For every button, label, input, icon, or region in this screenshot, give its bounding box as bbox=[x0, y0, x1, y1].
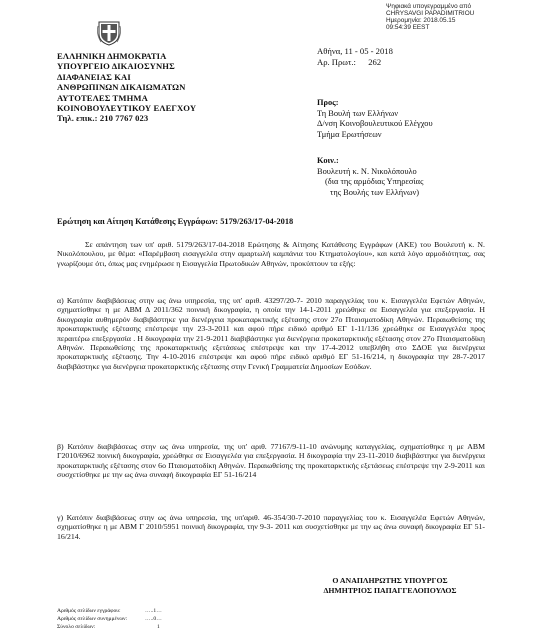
footer-value: …..1… bbox=[145, 608, 162, 614]
signer-block bbox=[295, 576, 485, 595]
recipients-block bbox=[317, 98, 433, 140]
ministry-phone: Τηλ. επικ.: 210 7767 023 bbox=[57, 113, 149, 124]
signature-line-1: Ψηφιακά υπογεγραμμένο από bbox=[386, 3, 472, 10]
date-protocol-block bbox=[317, 46, 393, 68]
cc-line: της Βουλής των Ελλήνων) bbox=[330, 187, 420, 197]
recipients-heading: Προς: bbox=[317, 98, 339, 107]
recipient-line: Δ/νση Κοινοβουλευτικού Ελέγχου bbox=[317, 119, 433, 129]
paragraph-b: β) Κατόπιν διαβιβάσεως στην ως άνω υπηρεσία, της υπ' αριθ. 77167/9-11-10 ανώνυμης καταγγελίας, σχηματίσθηκε η με ΑΒΜ Γ2010/6962 ποινική δικογραφία, χρεώθηκε σε Εισαγγελέα για επεξεργασία. Η δικογραφία την 23-11-2010 διαβιβάστηκε για διενέργεια προκαταρκτικής εξέτασης στον 6ο Πταισματοδίκη Αθηνών. Περαιωθείσης της προκαταρκτικής εξετάσεως επέστρεψε την 2-9-2011 και συσχετίσθηκε με την ως άνω συναφή δικογραφία ΕΓ 51-16/214 bbox=[57, 442, 485, 480]
ministry-line: ΑΥΤΟΤΕΛΕΣ ΤΜΗΜΑ bbox=[57, 92, 148, 103]
cc-line: Βουλευτή κ. Ν. Νικολόπουλο bbox=[317, 166, 417, 176]
signer-name: ΔΗΜΗΤΡΙΟΣ ΠΑΠΑΓΓΕΛΟΠΟΥΛΟΣ bbox=[323, 585, 457, 595]
cc-heading: Κοιν.: bbox=[317, 156, 339, 165]
ministry-line: ΔΙΑΦΑΝΕΙΑΣ ΚΑΙ bbox=[57, 71, 131, 82]
document-subject: Ερώτηση και Αίτηση Κατάθεσης Εγγράφων: 5179/263/17-04-2018 bbox=[57, 217, 294, 226]
signature-line-4: 09:54:39 EEST bbox=[386, 24, 430, 31]
digital-signature-stamp bbox=[386, 3, 474, 31]
protocol-number: 262 bbox=[368, 57, 382, 67]
greek-emblem-icon bbox=[97, 20, 121, 46]
ministry-line: ΚΟΙΝΟΒΟΥΛΕΥΤΙΚΟΥ ΕΛΕΓΧΟΥ bbox=[57, 103, 197, 114]
footer-row bbox=[57, 623, 162, 631]
intro-paragraph: Σε απάντηση των υπ' αριθ. 5179/263/17-04-2018 Ερώτησης & Αίτησης Κατάθεσης Εγγράφων (ΑΚΕ) του Βουλευτή κ. Ν. Νικολόπουλου, με θέμα: «Παρέμβαση εισαγγελέα στην αμαρτωλή καμπάνια του Κτηματολογίου», και κατά λόγο αρμοδιότητας, σας γνωρίζουμε ότι, όπως μας ενημέρωσε η Εισαγγελία Πρωτοδικών Αθηνών, προκύπτουν τα εξής: bbox=[57, 240, 485, 268]
cc-line: (δια της αρμόδιας Υπηρεσίας bbox=[325, 177, 424, 187]
footer-value: 1 bbox=[157, 624, 160, 630]
document-date: Αθήνα, 11 - 05 - 2018 bbox=[317, 46, 393, 56]
ministry-line: ΑΝΘΡΩΠΙΝΩΝ ΔΙΚΑΙΩΜΑΤΩΝ bbox=[57, 82, 186, 93]
signature-line-2: CHRYSAVGI PAPADIMITRIOU bbox=[386, 10, 475, 17]
cc-block bbox=[317, 156, 423, 198]
footer-label: Αριθμός σελίδων εγγράφου: bbox=[57, 608, 121, 614]
footer-row bbox=[57, 615, 162, 623]
protocol-line bbox=[317, 57, 393, 68]
footer-label: Σύνολο σελίδων: bbox=[57, 624, 96, 630]
recipient-line: Τη Βουλή των Ελλήνων bbox=[317, 108, 399, 118]
ministry-header bbox=[57, 51, 196, 124]
footer-row bbox=[57, 607, 162, 615]
ministry-line: ΕΛΛΗΝΙΚΗ ΔΗΜΟΚΡΑΤΙΑ bbox=[57, 51, 167, 61]
signature-line-3: Ημερομηνία: 2018.05.15 bbox=[386, 17, 456, 24]
protocol-label: Αρ. Πρωτ.: bbox=[317, 57, 356, 67]
ministry-line: ΥΠΟΥΡΓΕΙΟ ΔΙΚΑΙΟΣΥΝΗΣ bbox=[57, 61, 175, 72]
paragraph-c: γ) Κατόπιν διαβιβάσεως στην ως άνω υπηρεσία, της υπ'αριθ. 46-354/30-7-2010 παραγγελίας του κ. Εισαγγελέα Εφετών Αθηνών, σχηματίσθηκε η με ΑΒΜ Γ 2010/5951 ποινική δικογραφία, την 9-3- 2011 και συσχετίσθηκε με την ως άνω συναφή δικογραφία ΕΓ 51- 16/214. bbox=[57, 513, 485, 541]
signer-title: Ο ΑΝΑΠΛΗΡΩΤΗΣ ΥΠΟΥΡΓΟΣ bbox=[332, 576, 448, 585]
footer-value: …..0… bbox=[145, 616, 162, 622]
paragraph-a: α) Κατόπιν διαβιβάσεως στην ως άνω υπηρεσία, της υπ' αριθ. 43297/20-7- 2010 παραγγελίας του κ. Εισαγγελέα Εφετών Αθηνών, σχηματίσθηκε η με ΑΒΜ Δ 2011/362 ποινική δικογραφία, η οποία την 14-1-2011 χρεώθηκε σε Εισαγγελέα για επεξεργασία. Η δικογραφία αυθημερόν διαβιβάστηκε για διενέργεια προκαταρκτικής εξέτασης στον 27ο Πταισματοδίκη Αθηνών. Περαιωθείσης της προκαταρκτικής εξέτασης επέστρεψε την 23-3-2011 και αφού πήρε ειδικό αριθμό ΕΓ 1-11/136 χρεώθηκε σε Εισαγγελέα προς περαιτέρω επεξεργασία . Η δικογραφία την 21-9-2011 διαβιβάστηκε για διενέργεια προκαταρκτικής εξέτασης στον 27ο Πταισματοδίκη Αθηνών. Περαιωθείσης της προκαταρκτικής εξετάσεως επέστρεψε και την 17-4-2012 υπεβλήθη στο ΣΔΟΕ για διενέργεια προκαταρκτικής εξέτασης. Την 4-10-2016 επέστρεψε και αφού πήρε ειδικό αριθμό ΕΓ 51-16/214, η δικογραφία την 28-7-2017 διαβιβάστηκε για διενέργεια προκαταρκτικής εξέτασης στην Γενική Γραμματεία Δημοσίων Εσόδων. bbox=[57, 296, 485, 371]
page-count-footer bbox=[57, 607, 162, 631]
recipient-line: Τμήμα Ερωτήσεων bbox=[317, 129, 382, 139]
footer-label: Αριθμός σελίδων συνημμένων: bbox=[57, 616, 128, 622]
